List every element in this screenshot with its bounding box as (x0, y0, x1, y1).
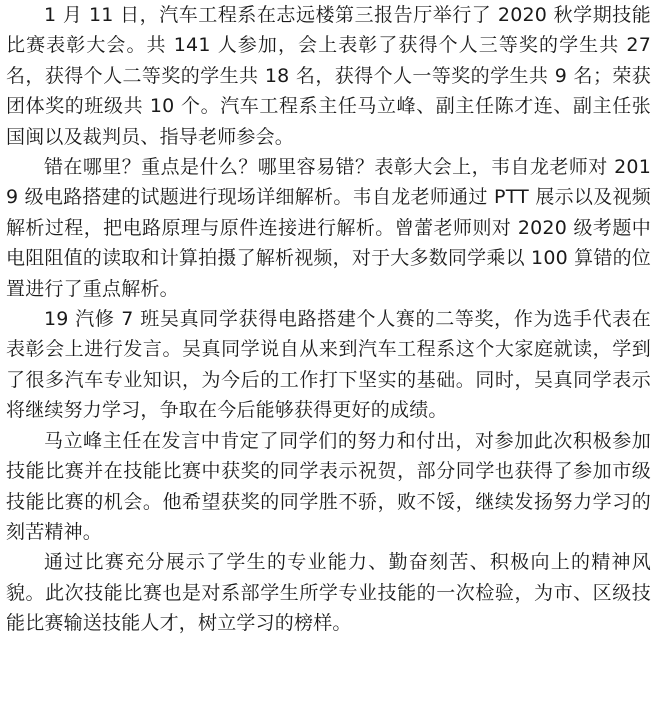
paragraph-award-ceremony: 1 月 11 日，汽车工程系在志远楼第三报告厅举行了 2020 秋学期技能比赛表彰大会。共 141 人参加，会上表彰了获得个人三等奖的学生共 27 名，获得个人二等奖的学生共 18 名，获得个人一等奖的学生共 9 名；荣获团体奖的班级共 10 个。汽车工程系主任马立峰、副主任陈才连、副主任张国闽以及裁判员、指导老师参会。 (6, 4, 651, 148)
paragraph-question-analysis: 错在哪里？重点是什么？哪里容易错？表彰大会上，韦自龙老师对 2019 级电路搭建的试题进行现场详细解析。韦自龙老师通过 PTT 展示以及视频解析过程，把电路原理与原件连接进行解析。曾蕾老师则对 2020 级考题中电阻阻值的读取和计算拍摄了解析视频，对于大多数同学乘以 100 算错的位置进行了重点解析。 (6, 156, 651, 300)
paragraph-conclusion: 通过比赛充分展示了学生的专业能力、勤奋刻苦、积极向上的精神风貌。此次技能比赛也是对系部学生所学专业技能的一次检验，为市、区级技能比赛输送技能人才，树立学习的榜样。 (6, 551, 651, 635)
paragraph-student-speech: 19 汽修 7 班吴真同学获得电路搭建个人赛的二等奖，作为选手代表在表彰会上进行发言。吴真同学说自从来到汽车工程系这个大家庭就读，学到了很多汽车专业知识，为今后的工作打下坚实的基础。同时，吴真同学表示将继续努力学习，争取在今后能够获得更好的成绩。 (6, 308, 651, 422)
paragraph-director-speech: 马立峰主任在发言中肯定了同学们的努力和付出，对参加此次积极参加技能比赛并在技能比赛中获奖的同学表示祝贺，部分同学也获得了参加市级技能比赛的机会。他希望获奖的同学胜不骄，败不馁，继续发扬努力学习的刻苦精神。 (6, 429, 651, 543)
